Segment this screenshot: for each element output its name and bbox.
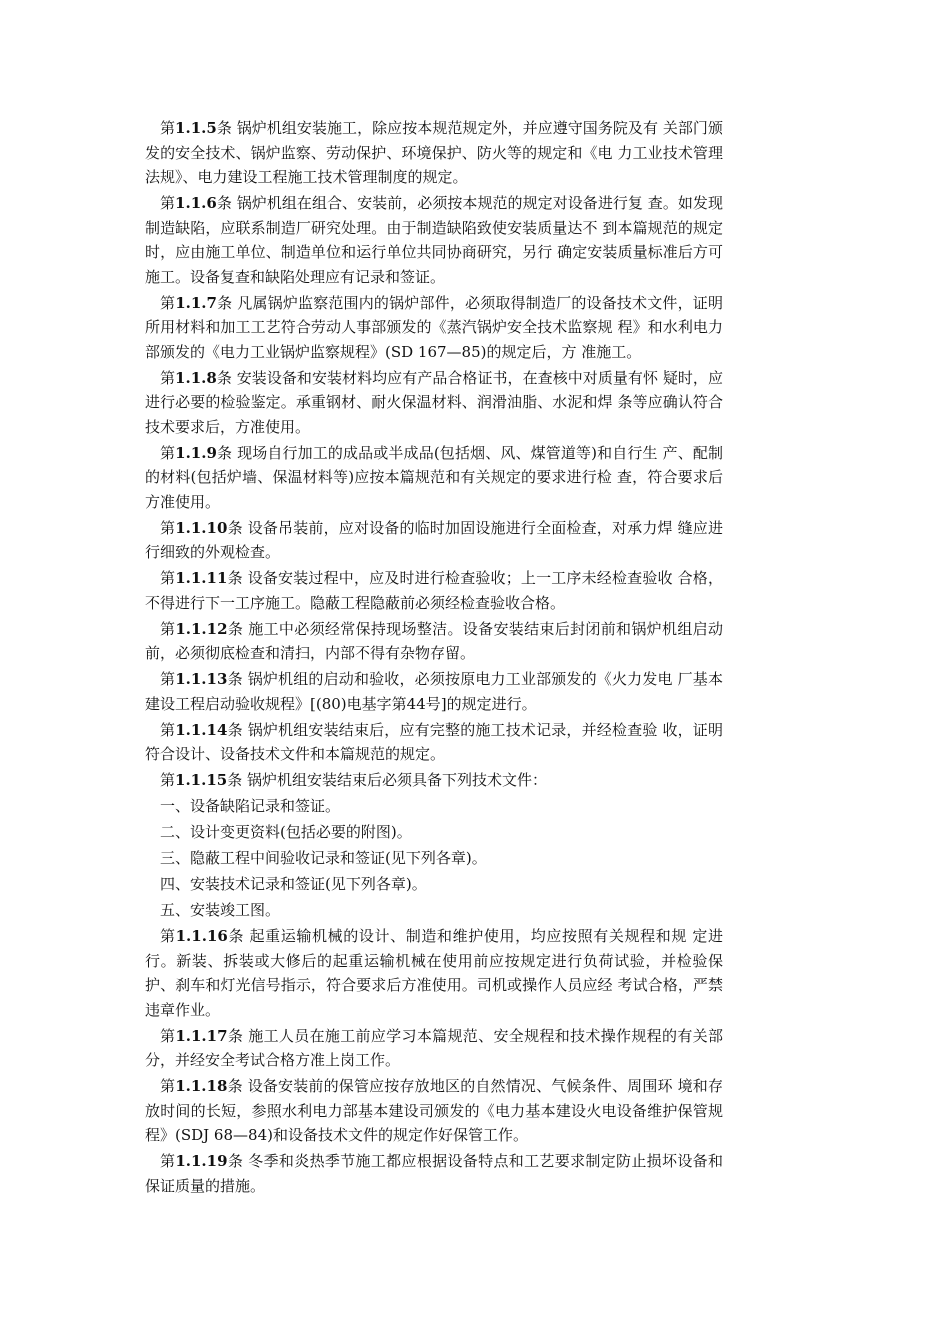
clause-1-1-15: 第1.1.15条 锅炉机组安装结束后必须具备下列技术文件： [160, 771, 547, 789]
clause-number: 1.1.16 [175, 927, 228, 945]
clause-1-1-10: 第1.1.10条 设备吊装前，应对设备的临时加固设施进行全面检查，对承力焊 缝应进行细致的外观检查。 [145, 518, 723, 561]
clause-text: 条 安装设备和安装材料均应有产品合格证书，在查核中对质量有怀 疑时，应进行必要的检验鉴定。承重钢材、耐火保温材料、润滑油脂、水泥和焊 条等应确认符合技术要求后，方准使用。 [145, 368, 723, 436]
clause-number: 1.1.9 [175, 443, 217, 462]
clause-number: 1.1.17 [175, 1026, 228, 1045]
clause-number: 1.1.5 [175, 119, 217, 137]
list-item: 四、安装技术记录和签证(见下列各章)。 [160, 875, 427, 893]
clause-text: 条 锅炉机组安装施工，除应按本规范规定外，并应遵守国务院及有 关部门颁发的安全技术、锅炉监察、劳动保护、环境保护、防火等的规定和《电 力工业技术管理法规》、电力建设工程施工技术管理制度的规定。 [145, 119, 723, 186]
clause-text: 条 设备安装前的保管应按存放地区的自然情况、气候条件、周围环 境和存放时间的长短，参照水利电力部基本建设司颁发的《电力基本建设火电设备维护保管规程》(SDJ 68—84)和设备技术文件的规定作好保管工作。 [145, 1077, 723, 1144]
clause-number: 1.1.11 [175, 569, 228, 587]
clause-text: 条 设备吊装前，应对设备的临时加固设施进行全面检查，对承力焊 缝应进行细致的外观检查。 [145, 518, 723, 561]
clause-text: 条 锅炉机组在组合、安装前，必须按本规范的规定对设备进行复 查。如发现制造缺陷，应联系制造厂研究处理。由于制造缺陷致使安装质量达不 到本篇规范的规定时，应由施工单位、制造单位和运行单位共同协商研究，另行 确定安装质量标准后方可施工。设备复查和缺陷处理应有记录和签证。 [145, 194, 723, 286]
clause-text: 条 设备安装过程中，应及时进行检查验收；上一工序未经检查验收 合格，不得进行下一工序施工。隐蔽工程隐蔽前必须经检查验收合格。 [145, 569, 723, 612]
clause-1-1-6: 第1.1.6条 锅炉机组在组合、安装前，必须按本规范的规定对设备进行复 查。如发现制造缺陷，应联系制造厂研究处理。由于制造缺陷致使安装质量达不 到本篇规范的规定时，应由施工单位、制造单位和运行单位共同协商研究，另行 确定安装质量标准后方可施工。设备复查和缺陷处理应有记录和签证。 [145, 194, 723, 286]
clause-1-1-8: 第1.1.8条 安装设备和安装材料均应有产品合格证书，在查核中对质量有怀 疑时，应进行必要的检验鉴定。承重钢材、耐火保温材料、润滑油脂、水泥和焊 条等应确认符合技术要求后，方准使用。 [145, 368, 723, 436]
clause-1-1-12: 第1.1.12条 施工中必须经常保持现场整洁。设备安装结束后封闭前和锅炉机组启动前，必须彻底检查和清扫，内部不得有杂物存留。 [145, 619, 723, 662]
clause-text: 条 起重运输机械的设计、制造和维护使用，均应按照有关规程和规 定进行。新装、拆装或大修后的起重运输机械在使用前应按规定进行负荷试验，并检验保护、刹车和灯光信号指示，符合要求后方准使用。司机或操作人员应经 考试合格，严禁违章作业。 [145, 927, 723, 1019]
clause-1-1-17: 第1.1.17条 施工人员在施工前应学习本篇规范、安全规程和技术操作规程的有关部分，并经安全考试合格方准上岗工作。 [145, 1026, 723, 1069]
clause-1-1-13: 第1.1.13条 锅炉机组的启动和验收，必须按原电力工业部颁发的《火力发电 厂基本建设工程启动验收规程》[(80)电基字第44号]的规定进行。 [145, 670, 723, 713]
clause-text: 条 锅炉机组安装结束后必须具备下列技术文件： [227, 771, 547, 789]
clause-1-1-9: 第1.1.9条 现场自行加工的成品或半成品(包括烟、风、煤管道等)和自行生 产、配制的材料(包括炉墙、保温材料等)应按本篇规范和有关规定的要求进行检 查，符合要求后方准使用。 [145, 443, 723, 511]
clause-text: 条 锅炉机组安装结束后，应有完整的施工技术记录，并经检查验 收，证明符合设计、设备技术文件和本篇规范的规定。 [145, 720, 723, 763]
clause-text: 条 凡属锅炉监察范围内的锅炉部件，必须取得制造厂的设备技术文件，证明所用材料和加工工艺符合劳动人事部颁发的《蒸汽锅炉安全技术监察规 程》和水利电力部颁发的《电力工业锅炉监察规程》(SD 167—85)的规定后，方 准施工。 [145, 293, 723, 361]
clause-1-1-16: 第1.1.16条 起重运输机械的设计、制造和维护使用，均应按照有关规程和规 定进行。新装、拆装或大修后的起重运输机械在使用前应按规定进行负荷试验，并检验保护、刹车和灯光信号指示，符合要求后方准使用。司机或操作人员应经 考试合格，严禁违章作业。 [145, 927, 723, 1019]
clause-text: 条 冬季和炎热季节施工都应根据设备特点和工艺要求制定防止损坏设备和保证质量的措施。 [145, 1152, 723, 1195]
clause-1-1-11: 第1.1.11条 设备安装过程中，应及时进行检查验收；上一工序未经检查验收 合格，不得进行下一工序施工。隐蔽工程隐蔽前必须经检查验收合格。 [145, 569, 723, 612]
list-item: 一、设备缺陷记录和签证。 [160, 797, 341, 815]
clause-number: 1.1.19 [175, 1152, 228, 1170]
clause-number: 1.1.15 [175, 771, 228, 789]
clause-number: 1.1.7 [175, 293, 217, 312]
clause-number: 1.1.13 [175, 670, 228, 688]
clause-number: 1.1.6 [175, 194, 217, 212]
clause-1-1-19: 第1.1.19条 冬季和炎热季节施工都应根据设备特点和工艺要求制定防止损坏设备和保证质量的措施。 [145, 1152, 723, 1195]
list-item: 二、设计变更资料(包括必要的附图)。 [160, 823, 412, 841]
clause-number: 1.1.8 [175, 368, 217, 387]
clause-number: 1.1.10 [175, 518, 228, 537]
clause-number: 1.1.18 [175, 1077, 228, 1095]
clause-number: 1.1.12 [175, 619, 228, 638]
clause-1-1-5: 第1.1.5条 锅炉机组安装施工，除应按本规范规定外，并应遵守国务院及有 关部门颁发的安全技术、锅炉监察、劳动保护、环境保护、防火等的规定和《电 力工业技术管理法规》、电力建设工程施工技术管理制度的规定。 [145, 119, 723, 186]
clause-text: 条 施工人员在施工前应学习本篇规范、安全规程和技术操作规程的有关部分，并经安全考试合格方准上岗工作。 [145, 1026, 723, 1069]
clause-1-1-14: 第1.1.14条 锅炉机组安装结束后，应有完整的施工技术记录，并经检查验 收，证明符合设计、设备技术文件和本篇规范的规定。 [145, 720, 723, 763]
clause-text: 条 现场自行加工的成品或半成品(包括烟、风、煤管道等)和自行生 产、配制的材料(包括炉墙、保温材料等)应按本篇规范和有关规定的要求进行检 查，符合要求后方准使用。 [145, 443, 723, 511]
clause-text: 条 施工中必须经常保持现场整洁。设备安装结束后封闭前和锅炉机组启动前，必须彻底检查和清扫，内部不得有杂物存留。 [145, 619, 723, 662]
list-item: 三、隐蔽工程中间验收记录和签证(见下列各章)。 [160, 849, 487, 867]
list-item: 五、安装竣工图。 [160, 901, 281, 919]
clause-text: 条 锅炉机组的启动和验收，必须按原电力工业部颁发的《火力发电 厂基本建设工程启动验收规程》[(80)电基字第44号]的规定进行。 [145, 670, 723, 713]
clause-1-1-18: 第1.1.18条 设备安装前的保管应按存放地区的自然情况、气候条件、周围环 境和存放时间的长短，参照水利电力部基本建设司颁发的《电力基本建设火电设备维护保管规程》(SDJ 68—84)和设备技术文件的规定作好保管工作。 [145, 1077, 723, 1144]
clause-number: 1.1.14 [175, 720, 228, 739]
document-body [145, 116, 723, 1200]
clause-1-1-7: 第1.1.7条 凡属锅炉监察范围内的锅炉部件，必须取得制造厂的设备技术文件，证明所用材料和加工工艺符合劳动人事部颁发的《蒸汽锅炉安全技术监察规 程》和水利电力部颁发的《电力工业锅炉监察规程》(SD 167—85)的规定后，方 准施工。 [145, 293, 723, 361]
